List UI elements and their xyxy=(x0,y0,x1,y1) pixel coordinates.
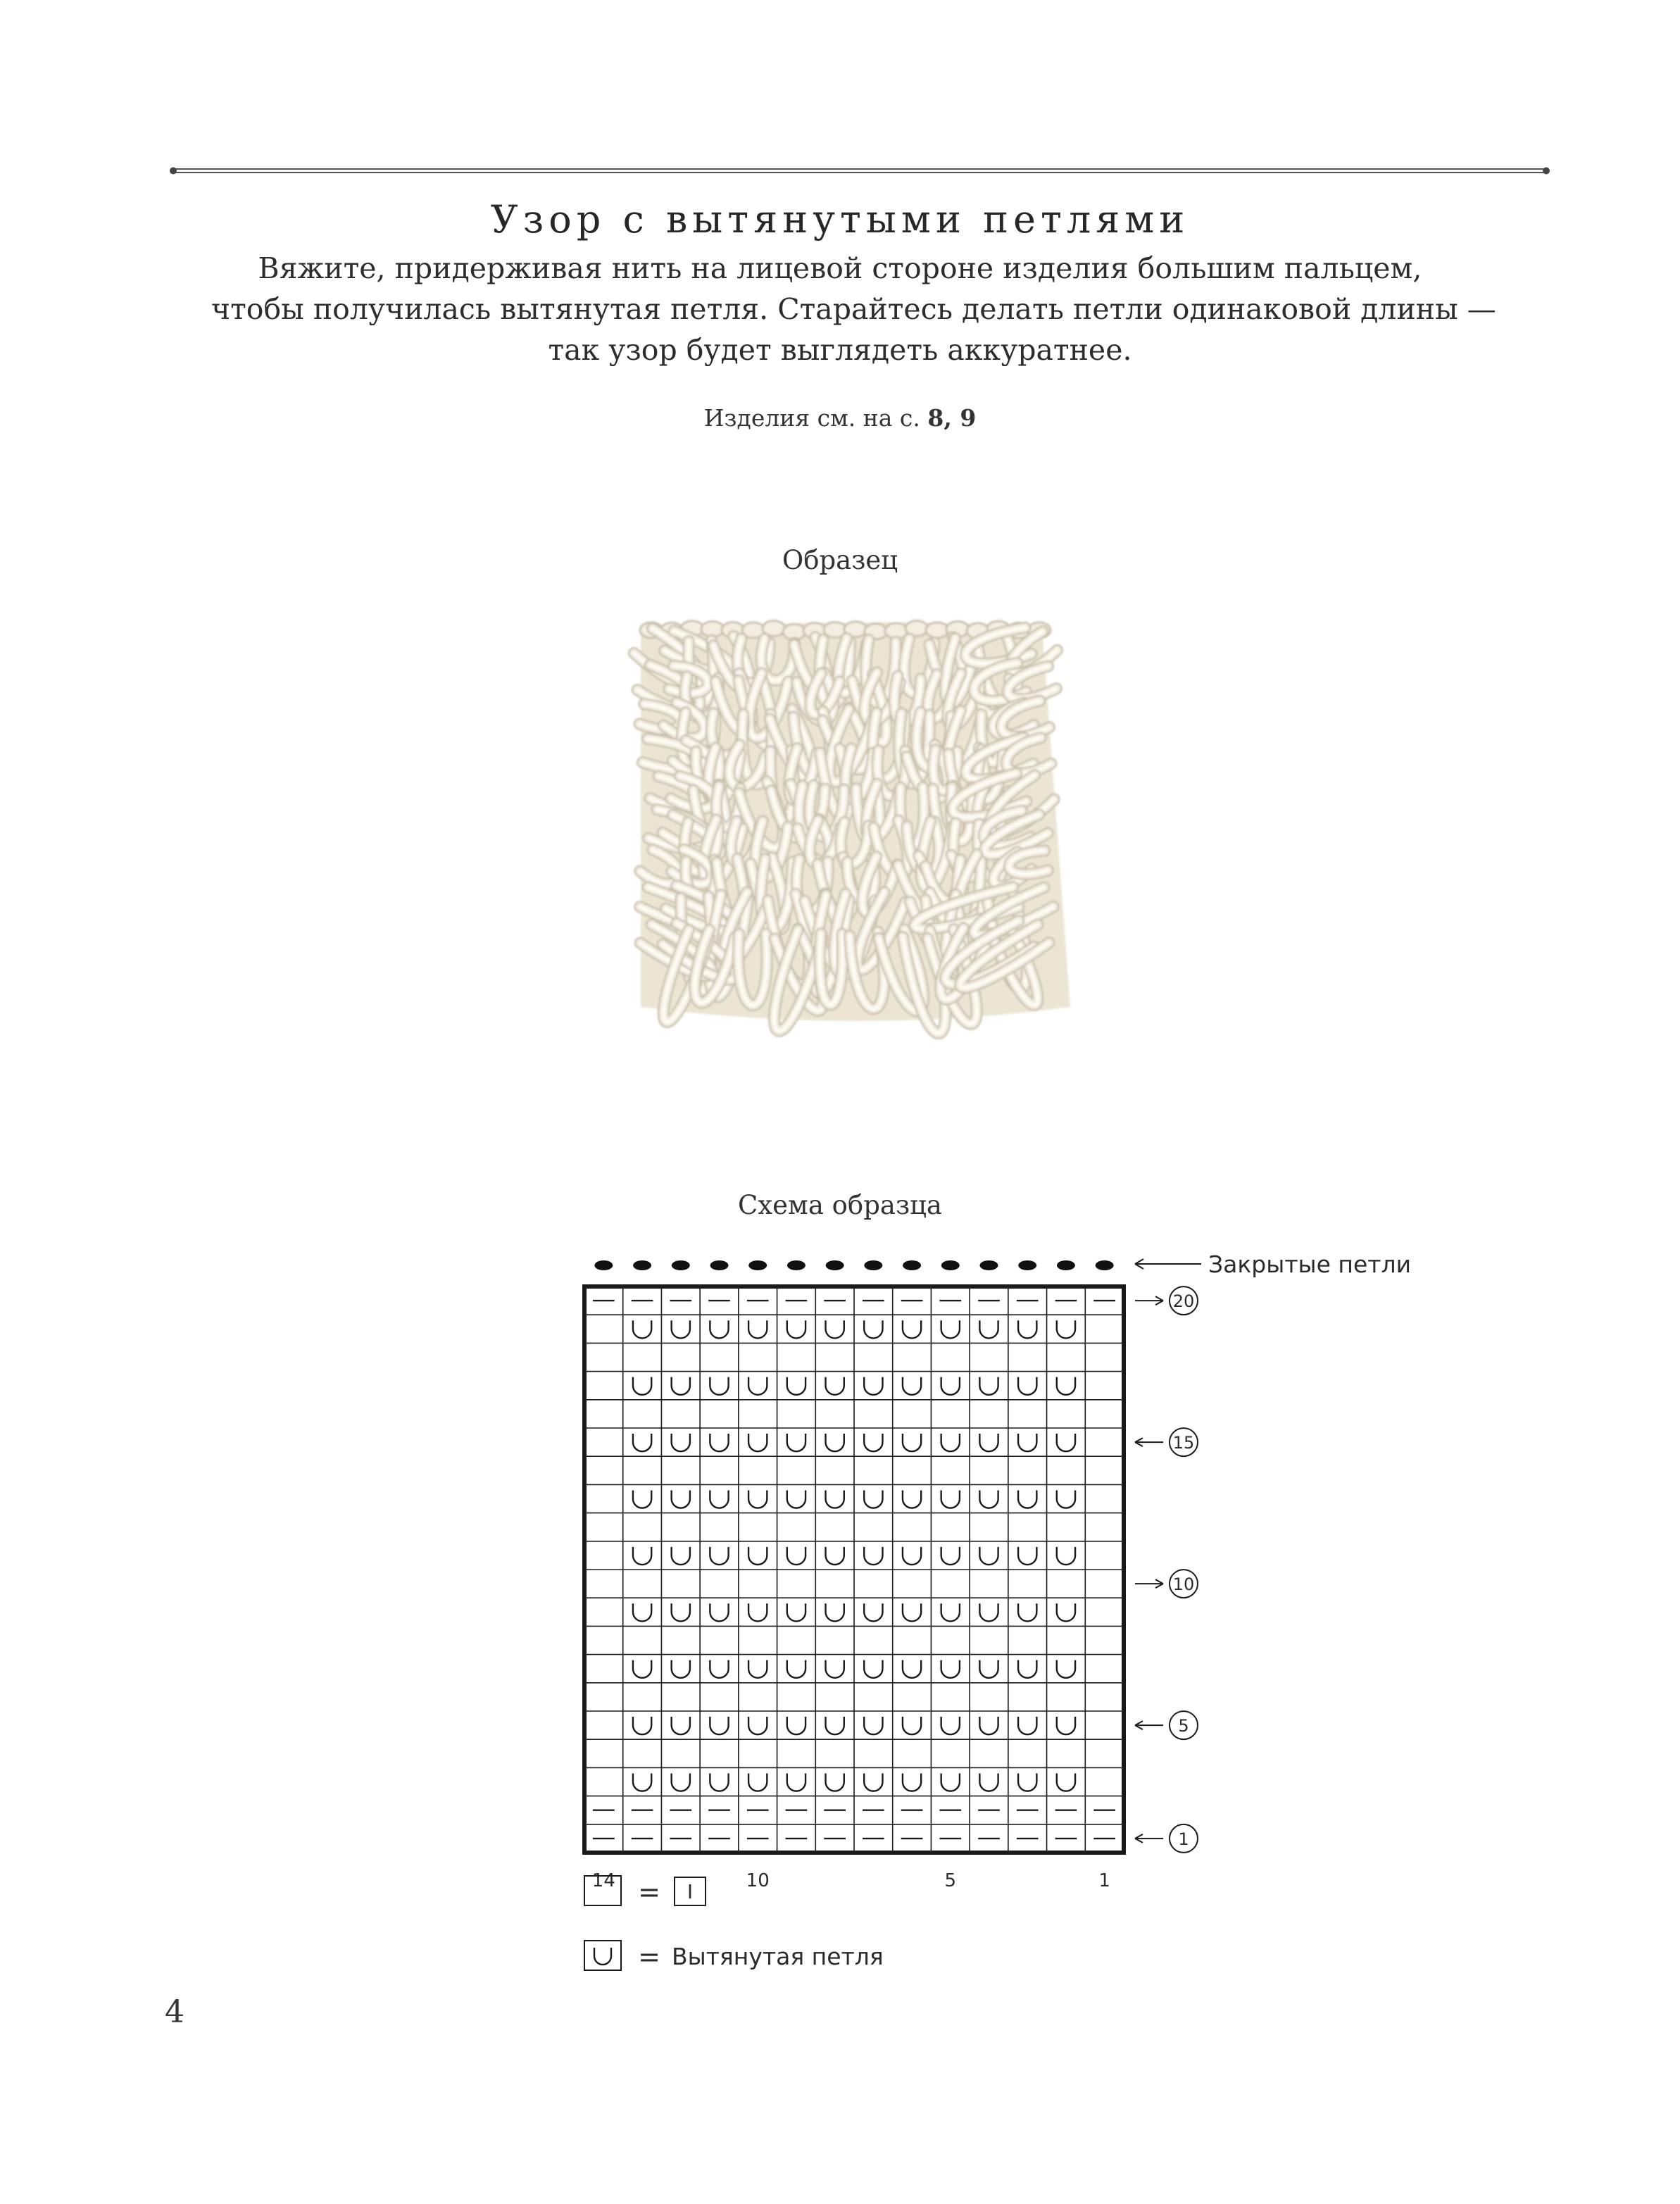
elongated-loop-symbol xyxy=(1018,1490,1036,1508)
bind-off-stitch xyxy=(633,1260,651,1270)
elongated-loop-symbol xyxy=(633,1660,651,1678)
elongated-loop-symbol xyxy=(710,1490,728,1508)
bind-off-label: Закрытые петли xyxy=(1208,1251,1412,1278)
elongated-loop-symbol xyxy=(826,1490,844,1508)
intro-line: Вяжите, придерживая нить на лицевой стороне изделия большим пальцем, xyxy=(258,251,1422,285)
elongated-loop-symbol xyxy=(903,1773,921,1791)
elongated-loop-symbol xyxy=(941,1660,960,1678)
bind-off-stitch xyxy=(710,1260,729,1270)
elongated-loop-symbol xyxy=(979,1377,998,1395)
elongated-loop-symbol xyxy=(633,1547,651,1565)
row-number-label: 10 xyxy=(1172,1574,1195,1595)
elongated-loop-symbol xyxy=(864,1603,882,1621)
elongated-loop-symbol xyxy=(672,1603,690,1621)
elongated-loop-symbol xyxy=(710,1773,728,1791)
elongated-loop-symbol xyxy=(903,1603,921,1621)
elongated-loop-symbol xyxy=(826,1660,844,1678)
bind-off-stitch xyxy=(980,1260,998,1270)
column-number-label: 1 xyxy=(1098,1870,1110,1891)
elongated-loop-symbol xyxy=(787,1434,805,1451)
elongated-loop-symbol xyxy=(864,1320,882,1338)
elongated-loop-symbol xyxy=(1018,1320,1036,1338)
elongated-loop-symbol xyxy=(979,1717,998,1734)
elongated-loop-symbol xyxy=(672,1773,690,1791)
elongated-loop-symbol xyxy=(979,1490,998,1508)
bind-off-stitch xyxy=(903,1260,921,1270)
elongated-loop-symbol xyxy=(1018,1377,1036,1395)
elongated-loop-symbol xyxy=(787,1603,805,1621)
elongated-loop-symbol xyxy=(941,1547,960,1565)
bind-off-stitch xyxy=(672,1260,690,1270)
elongated-loop-symbol xyxy=(748,1490,767,1508)
elongated-loop-symbol xyxy=(864,1377,882,1395)
column-number-label: 10 xyxy=(746,1870,770,1891)
elongated-loop-symbol xyxy=(633,1434,651,1451)
intro-line: так узор будет выглядеть аккуратнее. xyxy=(548,333,1132,367)
row-number-label: 5 xyxy=(1178,1716,1189,1736)
elongated-loop-symbol xyxy=(826,1773,844,1791)
bind-off-stitch xyxy=(1096,1260,1114,1270)
elongated-loop-symbol xyxy=(787,1547,805,1565)
elongated-loop-symbol xyxy=(710,1660,728,1678)
bind-off-stitch xyxy=(787,1260,805,1270)
elongated-loop-symbol xyxy=(1018,1717,1036,1734)
elongated-loop-symbol xyxy=(941,1773,960,1791)
elongated-loop-symbol xyxy=(672,1490,690,1508)
elongated-loop-symbol xyxy=(633,1717,651,1734)
elongated-loop-symbol xyxy=(787,1377,805,1395)
elongated-loop-symbol xyxy=(787,1320,805,1338)
scheme-caption: Схема образца xyxy=(737,1190,942,1220)
elongated-loop-symbol xyxy=(710,1434,728,1451)
page-number: 4 xyxy=(165,1994,184,2030)
reference-pages: 8, 9 xyxy=(927,404,977,432)
elongated-loop-symbol xyxy=(864,1660,882,1678)
elongated-loop-symbol xyxy=(710,1547,728,1565)
elongated-loop-symbol xyxy=(1057,1717,1075,1734)
elongated-loop-symbol xyxy=(748,1434,767,1451)
elongated-loop-symbol xyxy=(864,1490,882,1508)
elongated-loop-symbol xyxy=(633,1490,651,1508)
elongated-loop-symbol xyxy=(903,1434,921,1451)
elongated-loop-symbol xyxy=(826,1434,844,1451)
elongated-loop-symbol xyxy=(748,1320,767,1338)
row-number-label: 20 xyxy=(1172,1291,1195,1312)
elongated-loop-symbol xyxy=(826,1320,844,1338)
elongated-loop-symbol xyxy=(672,1377,690,1395)
elongated-loop-symbol xyxy=(787,1773,805,1791)
elongated-loop-symbol xyxy=(710,1717,728,1734)
elongated-loop-symbol xyxy=(1057,1434,1075,1451)
elongated-loop-symbol xyxy=(672,1660,690,1678)
elongated-loop-symbol xyxy=(672,1434,690,1451)
elongated-loop-symbol xyxy=(1057,1490,1075,1508)
elongated-loop-symbol xyxy=(941,1603,960,1621)
elongated-loop-symbol xyxy=(748,1603,767,1621)
legend-equals-sign: = xyxy=(638,1941,660,1972)
legend-knit-symbol: I xyxy=(687,1880,694,1903)
elongated-loop-symbol xyxy=(1018,1434,1036,1451)
elongated-loop-symbol xyxy=(903,1490,921,1508)
elongated-loop-symbol xyxy=(864,1547,882,1565)
elongated-loop-symbol xyxy=(979,1660,998,1678)
elongated-loop-symbol xyxy=(864,1717,882,1734)
legend-loop-cell xyxy=(584,1941,621,1970)
elongated-loop-symbol xyxy=(1018,1773,1036,1791)
elongated-loop-symbol xyxy=(826,1547,844,1565)
bind-off-stitch xyxy=(941,1260,960,1270)
page-title: Узор с вытянутыми петлями xyxy=(490,197,1190,242)
elongated-loop-symbol xyxy=(826,1603,844,1621)
elongated-loop-symbol xyxy=(826,1377,844,1395)
sample-caption: Образец xyxy=(782,545,898,575)
elongated-loop-symbol xyxy=(979,1603,998,1621)
elongated-loop-symbol xyxy=(903,1320,921,1338)
elongated-loop-symbol xyxy=(1057,1660,1075,1678)
elongated-loop-symbol xyxy=(1018,1547,1036,1565)
elongated-loop-symbol xyxy=(1057,1320,1075,1338)
elongated-loop-symbol xyxy=(787,1490,805,1508)
elongated-loop-symbol xyxy=(672,1547,690,1565)
reference-prefix: Изделия см. на с. xyxy=(703,404,920,432)
elongated-loop-symbol xyxy=(941,1717,960,1734)
elongated-loop-symbol xyxy=(1018,1660,1036,1678)
elongated-loop-symbol xyxy=(903,1660,921,1678)
elongated-loop-symbol xyxy=(672,1717,690,1734)
elongated-loop-symbol xyxy=(941,1434,960,1451)
elongated-loop-symbol xyxy=(748,1717,767,1734)
elongated-loop-symbol xyxy=(748,1547,767,1565)
elongated-loop-symbol xyxy=(979,1773,998,1791)
elongated-loop-symbol xyxy=(941,1377,960,1395)
legend-loop-description: Вытянутая петля xyxy=(672,1943,884,1970)
row-number-label: 1 xyxy=(1178,1829,1189,1849)
legend-equals-sign: = xyxy=(638,1877,660,1908)
elongated-loop-symbol xyxy=(826,1717,844,1734)
elongated-loop-symbol xyxy=(979,1547,998,1565)
elongated-loop-symbol xyxy=(979,1434,998,1451)
elongated-loop-symbol xyxy=(633,1377,651,1395)
elongated-loop-symbol xyxy=(710,1377,728,1395)
elongated-loop-symbol xyxy=(633,1320,651,1338)
elongated-loop-symbol xyxy=(748,1773,767,1791)
row-number-label: 15 xyxy=(1172,1433,1195,1453)
elongated-loop-symbol xyxy=(1057,1603,1075,1621)
elongated-loop-symbol xyxy=(787,1660,805,1678)
elongated-loop-symbol xyxy=(1057,1547,1075,1565)
bind-off-stitch xyxy=(594,1260,613,1270)
elongated-loop-symbol xyxy=(903,1377,921,1395)
elongated-loop-symbol xyxy=(864,1434,882,1451)
intro-line: чтобы получилась вытянутая петля. Старайтесь делать петли одинаковой длины — xyxy=(211,292,1496,326)
bind-off-stitch xyxy=(864,1260,882,1270)
elongated-loop-symbol xyxy=(633,1773,651,1791)
elongated-loop-symbol xyxy=(748,1660,767,1678)
elongated-loop-symbol xyxy=(1057,1773,1075,1791)
column-number-label: 5 xyxy=(944,1870,957,1891)
elongated-loop-symbol xyxy=(787,1717,805,1734)
elongated-loop-symbol xyxy=(903,1547,921,1565)
bind-off-stitch xyxy=(1057,1260,1075,1270)
elongated-loop-symbol xyxy=(941,1490,960,1508)
elongated-loop-symbol xyxy=(672,1320,690,1338)
elongated-loop-symbol xyxy=(710,1603,728,1621)
bind-off-stitch xyxy=(1018,1260,1036,1270)
elongated-loop-symbol xyxy=(1018,1603,1036,1621)
elongated-loop-symbol xyxy=(710,1320,728,1338)
bind-off-stitch xyxy=(748,1260,767,1270)
bind-off-stitch xyxy=(826,1260,844,1270)
legend-loop-symbol xyxy=(594,1948,611,1965)
elongated-loop-symbol xyxy=(864,1773,882,1791)
elongated-loop-symbol xyxy=(1057,1377,1075,1395)
elongated-loop-symbol xyxy=(903,1717,921,1734)
elongated-loop-symbol xyxy=(748,1377,767,1395)
elongated-loop-symbol xyxy=(633,1603,651,1621)
elongated-loop-symbol xyxy=(941,1320,960,1338)
elongated-loop-symbol xyxy=(979,1320,998,1338)
column-number-label: 14 xyxy=(591,1870,615,1891)
